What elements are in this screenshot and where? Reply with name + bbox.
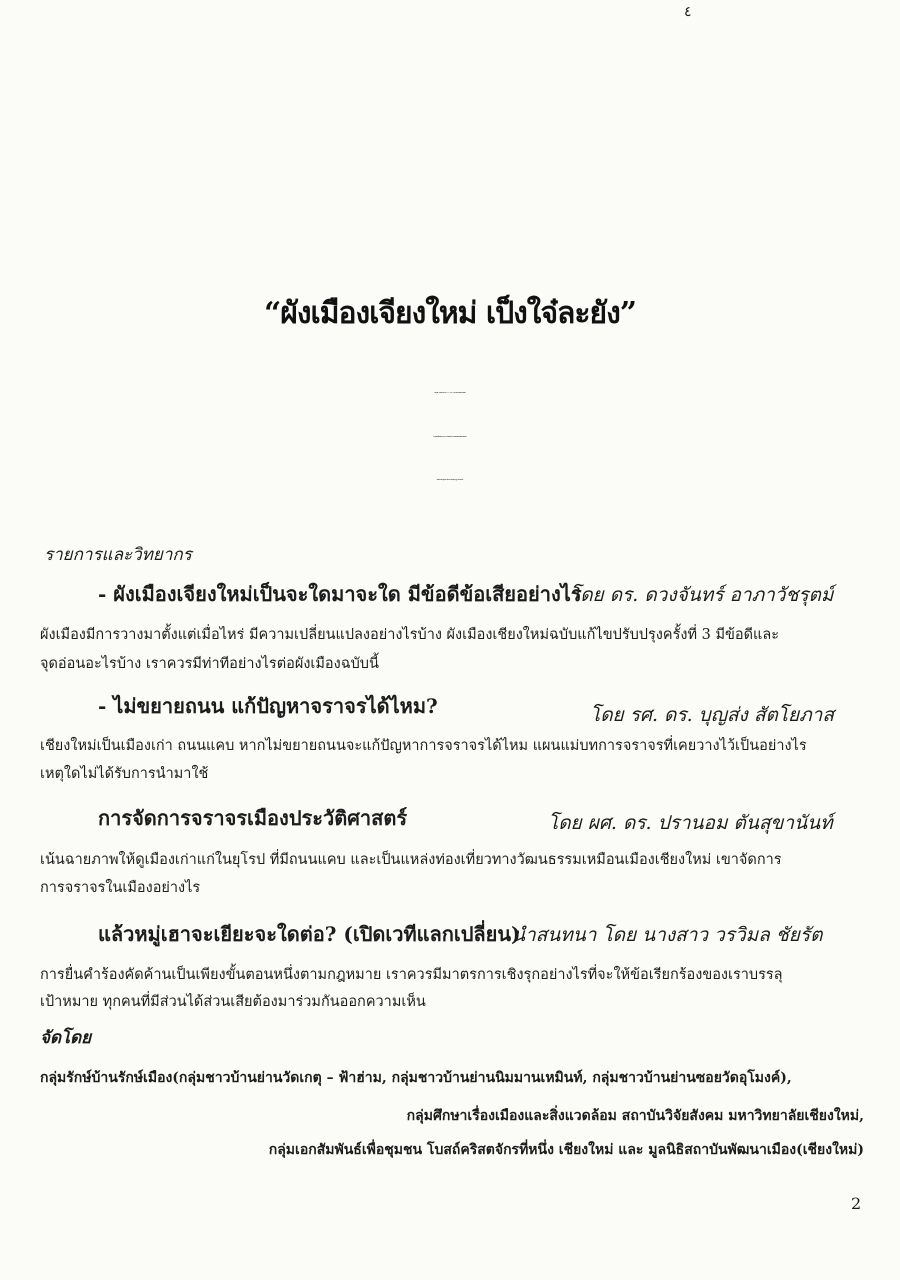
session-speaker: นำสนทนา โดย นางสาว วรวิมล ชัยรัต bbox=[512, 924, 823, 946]
organizer-line: กลุ่มเอกสัมพันธ์เพื่อชุมชน โบสถ์คริสตจักรที่หนึ่ง เชียงใหม่ และ มูลนิธิสถาบันพัฒนาเมือง(เชียงใหม่) bbox=[268, 1142, 864, 1158]
session-speaker: โดย ผศ. ดร. ปรานอม ตันสุขานันท์ bbox=[548, 812, 833, 834]
session-desc: ผังเมืองมีการวางมาตั้งแต่เมื่อไหร่ มีความเปลี่ยนแปลงอย่างไรบ้าง ผังเมืองเชียงใหม่ฉบับแก้ไขปรับปรุงครั้งที่ 3 มีข้อดีและ bbox=[40, 627, 780, 643]
session-desc: จุดอ่อนอะไรบ้าง เราควรมีท่าทีอย่างไรต่อผังเมืองฉบับนี้ bbox=[40, 656, 379, 672]
session-desc: เป้าหมาย ทุกคนที่มีส่วนได้ส่วนเสียต้องมาร่วมกันออกความเห็น bbox=[40, 994, 426, 1010]
organizer-line: กลุ่มศึกษาเรื่องเมืองและสิ่งแวดล้อม สถาบันวิจัยสังคม มหาวิทยาลัยเชียงใหม่, bbox=[406, 1108, 864, 1124]
event-title: “ผังเมืองเจียงใหม่ เป็งใจ๋ละยัง” bbox=[263, 296, 637, 331]
session-desc: เหตุใดไม่ได้รับการนำมาใช้ bbox=[40, 766, 209, 782]
session-desc: การยื่นคำร้องคัดค้านเป็นเพียงขั้นตอนหนึ่งตามกฎหมาย เราควรมีมาตรการเชิงรุกอย่างไรที่จะให้ข้อเรียกร้องของเราบรรลุ bbox=[40, 967, 783, 983]
session-speaker: โดย ดร. ดวงจันทร์ อาภาวัชรุตม์ bbox=[570, 584, 834, 606]
handwritten-mark: ٤ bbox=[684, 4, 692, 20]
venue-line: เชิงสะพานนวรัฐด้านตะวันออก ถนนเจริญราษฎร์ ตำบลวัดเกต bbox=[436, 480, 464, 481]
organizer-heading: จัดโดย bbox=[40, 1028, 92, 1048]
session-desc: การจราจรในเมืองอย่างไร bbox=[40, 880, 201, 896]
session-desc: เชียงใหม่เป็นเมืองเก่า ถนนแคบ หากไม่ขยายถนนจะแก้ปัญหาการจราจรได้ไหม แผนแม่บทการจราจรที่เคยวางไว้เป็นอย่างไร bbox=[40, 738, 807, 754]
organizer-line: กลุ่มรักษ์บ้านรักษ์เมือง(กลุ่มชาวบ้านย่านวัดเกตุ – ฟ้าฮ่าม, กลุ่มชาวบ้านย่านนิมมานเหมินท์, กลุ่มชาวบ้านย่านซอยวัดอุโมงค์), bbox=[40, 1070, 792, 1086]
venue-line: วันศุกร์ที่ 7 พฤศจิกายน พ.ศ. 2551 เวลา 1 ทุ่ม ลงทะเบียนแลงหกโมงกึ่ง bbox=[434, 393, 466, 394]
session-topic: - ผังเมืองเจียงใหม่เป็นจะใดมาจะใด มีข้อดีข้อเสียอย่างไร bbox=[98, 582, 582, 606]
venue-line: ห้องจันทร์เป็ง อินทิราวุธ (อาคารใหม่ด้านใต้) โบสถ์คริสตจักรที่หนึ่ง เชียงใหม่ bbox=[433, 437, 467, 438]
session-speaker: โดย รศ. ดร. บุญส่ง สัตโยภาส bbox=[590, 704, 834, 726]
session-topic: แล้วหมู่เฮาจะเยียะจะใดต่อ? (เปิดเวทีแลกเปลี่ยน) bbox=[98, 922, 521, 946]
program-heading: รายการและวิทยากร bbox=[44, 545, 192, 565]
session-topic: - ไม่ขยายถนน แก้ปัญหาจราจรได้ไหม? bbox=[98, 694, 438, 718]
session-topic: การจัดการจราจรเมืองประวัติศาสตร์ bbox=[98, 806, 408, 830]
page-number: 2 bbox=[851, 1194, 862, 1213]
session-desc: เน้นฉายภาพให้ดูเมืองเก่าแก่ในยุโรป ที่มีถนนแคบ และเป็นแหล่งท่องเที่ยวทางวัฒนธรรมเหมือนเมืองเชียงใหม่ เขาจัดการ bbox=[40, 852, 782, 868]
